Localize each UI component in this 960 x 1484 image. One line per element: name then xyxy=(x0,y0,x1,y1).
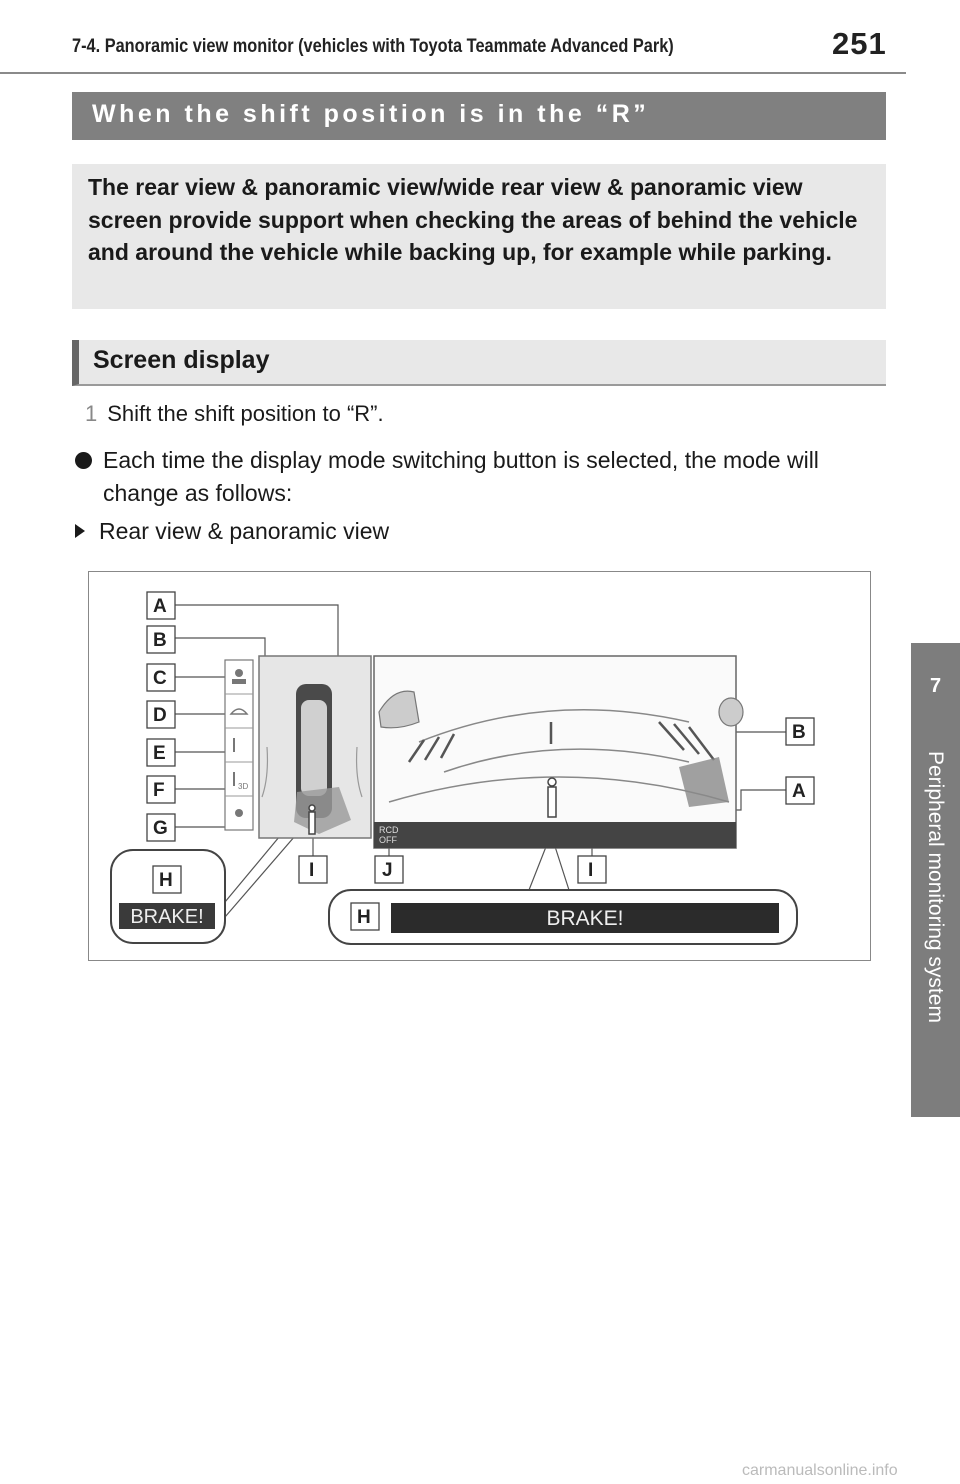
brake-bubble-small xyxy=(111,850,225,943)
step-number: 1 xyxy=(85,401,98,426)
section-title: When the shift position is in the “R” xyxy=(92,100,650,128)
callout-d: D xyxy=(153,705,167,726)
page-number: 251 xyxy=(832,26,887,61)
callout-i-left: I xyxy=(309,860,315,881)
callout-a: A xyxy=(153,596,167,617)
bullet-text: Each time the display mode switching button is selected, the mode will change as follows: xyxy=(103,447,819,506)
brake-warning-large: BRAKE! xyxy=(546,907,624,930)
screen-illustration xyxy=(89,572,872,962)
callout-h-left: H xyxy=(159,870,173,891)
callout-f: F xyxy=(153,780,165,801)
step-item xyxy=(85,401,384,427)
subsection-title: Screen display xyxy=(93,346,270,374)
sub-bullet-text: Rear view & panoramic view xyxy=(99,518,390,544)
button-column xyxy=(225,660,253,830)
callout-c: C xyxy=(153,668,167,689)
rear-camera-view xyxy=(374,656,736,848)
brake-warning-small: BRAKE! xyxy=(130,906,204,928)
callout-h-right: H xyxy=(357,907,371,928)
callout-e: E xyxy=(153,743,166,764)
footer-watermark: carmanualsonline.info xyxy=(742,1462,898,1479)
subsection-heading xyxy=(72,340,886,386)
bullet-item xyxy=(75,444,875,510)
callout-i-right: I xyxy=(588,860,594,881)
callout-right-a: A xyxy=(792,781,806,802)
callouts-left xyxy=(147,592,175,841)
chapter-tab xyxy=(911,643,960,1117)
intro-box xyxy=(72,164,886,309)
rcd-label-line2: OFF xyxy=(379,835,397,845)
callout-right-b: B xyxy=(792,722,806,743)
step-text: Shift the shift position to “R”. xyxy=(107,401,384,426)
3d-button-label: 3D xyxy=(238,782,249,791)
running-header-title: 7-4. Panoramic view monitor (vehicles with Toyota Teammate Advanced Park) xyxy=(72,36,674,57)
callouts-right xyxy=(786,718,814,804)
sub-bullet-item xyxy=(75,518,389,545)
rcd-label-line1: RCD xyxy=(379,825,399,835)
chapter-number: 7 xyxy=(929,675,942,697)
bullet-dot-icon xyxy=(75,452,92,469)
screen-display-figure xyxy=(88,571,871,961)
callout-b: B xyxy=(153,630,167,651)
header-divider xyxy=(0,72,906,74)
section-banner xyxy=(72,92,886,140)
chapter-label: Peripheral monitoring system xyxy=(924,751,947,1023)
callout-j: J xyxy=(382,860,393,881)
intro-text: The rear view & panoramic view/wide rear view & panoramic view screen provide support when checking the areas of behind the vehicle and around the vehicle while backing up, for example while parking. xyxy=(88,174,858,265)
callout-g: G xyxy=(153,818,168,839)
triangle-bullet-icon xyxy=(75,524,85,538)
